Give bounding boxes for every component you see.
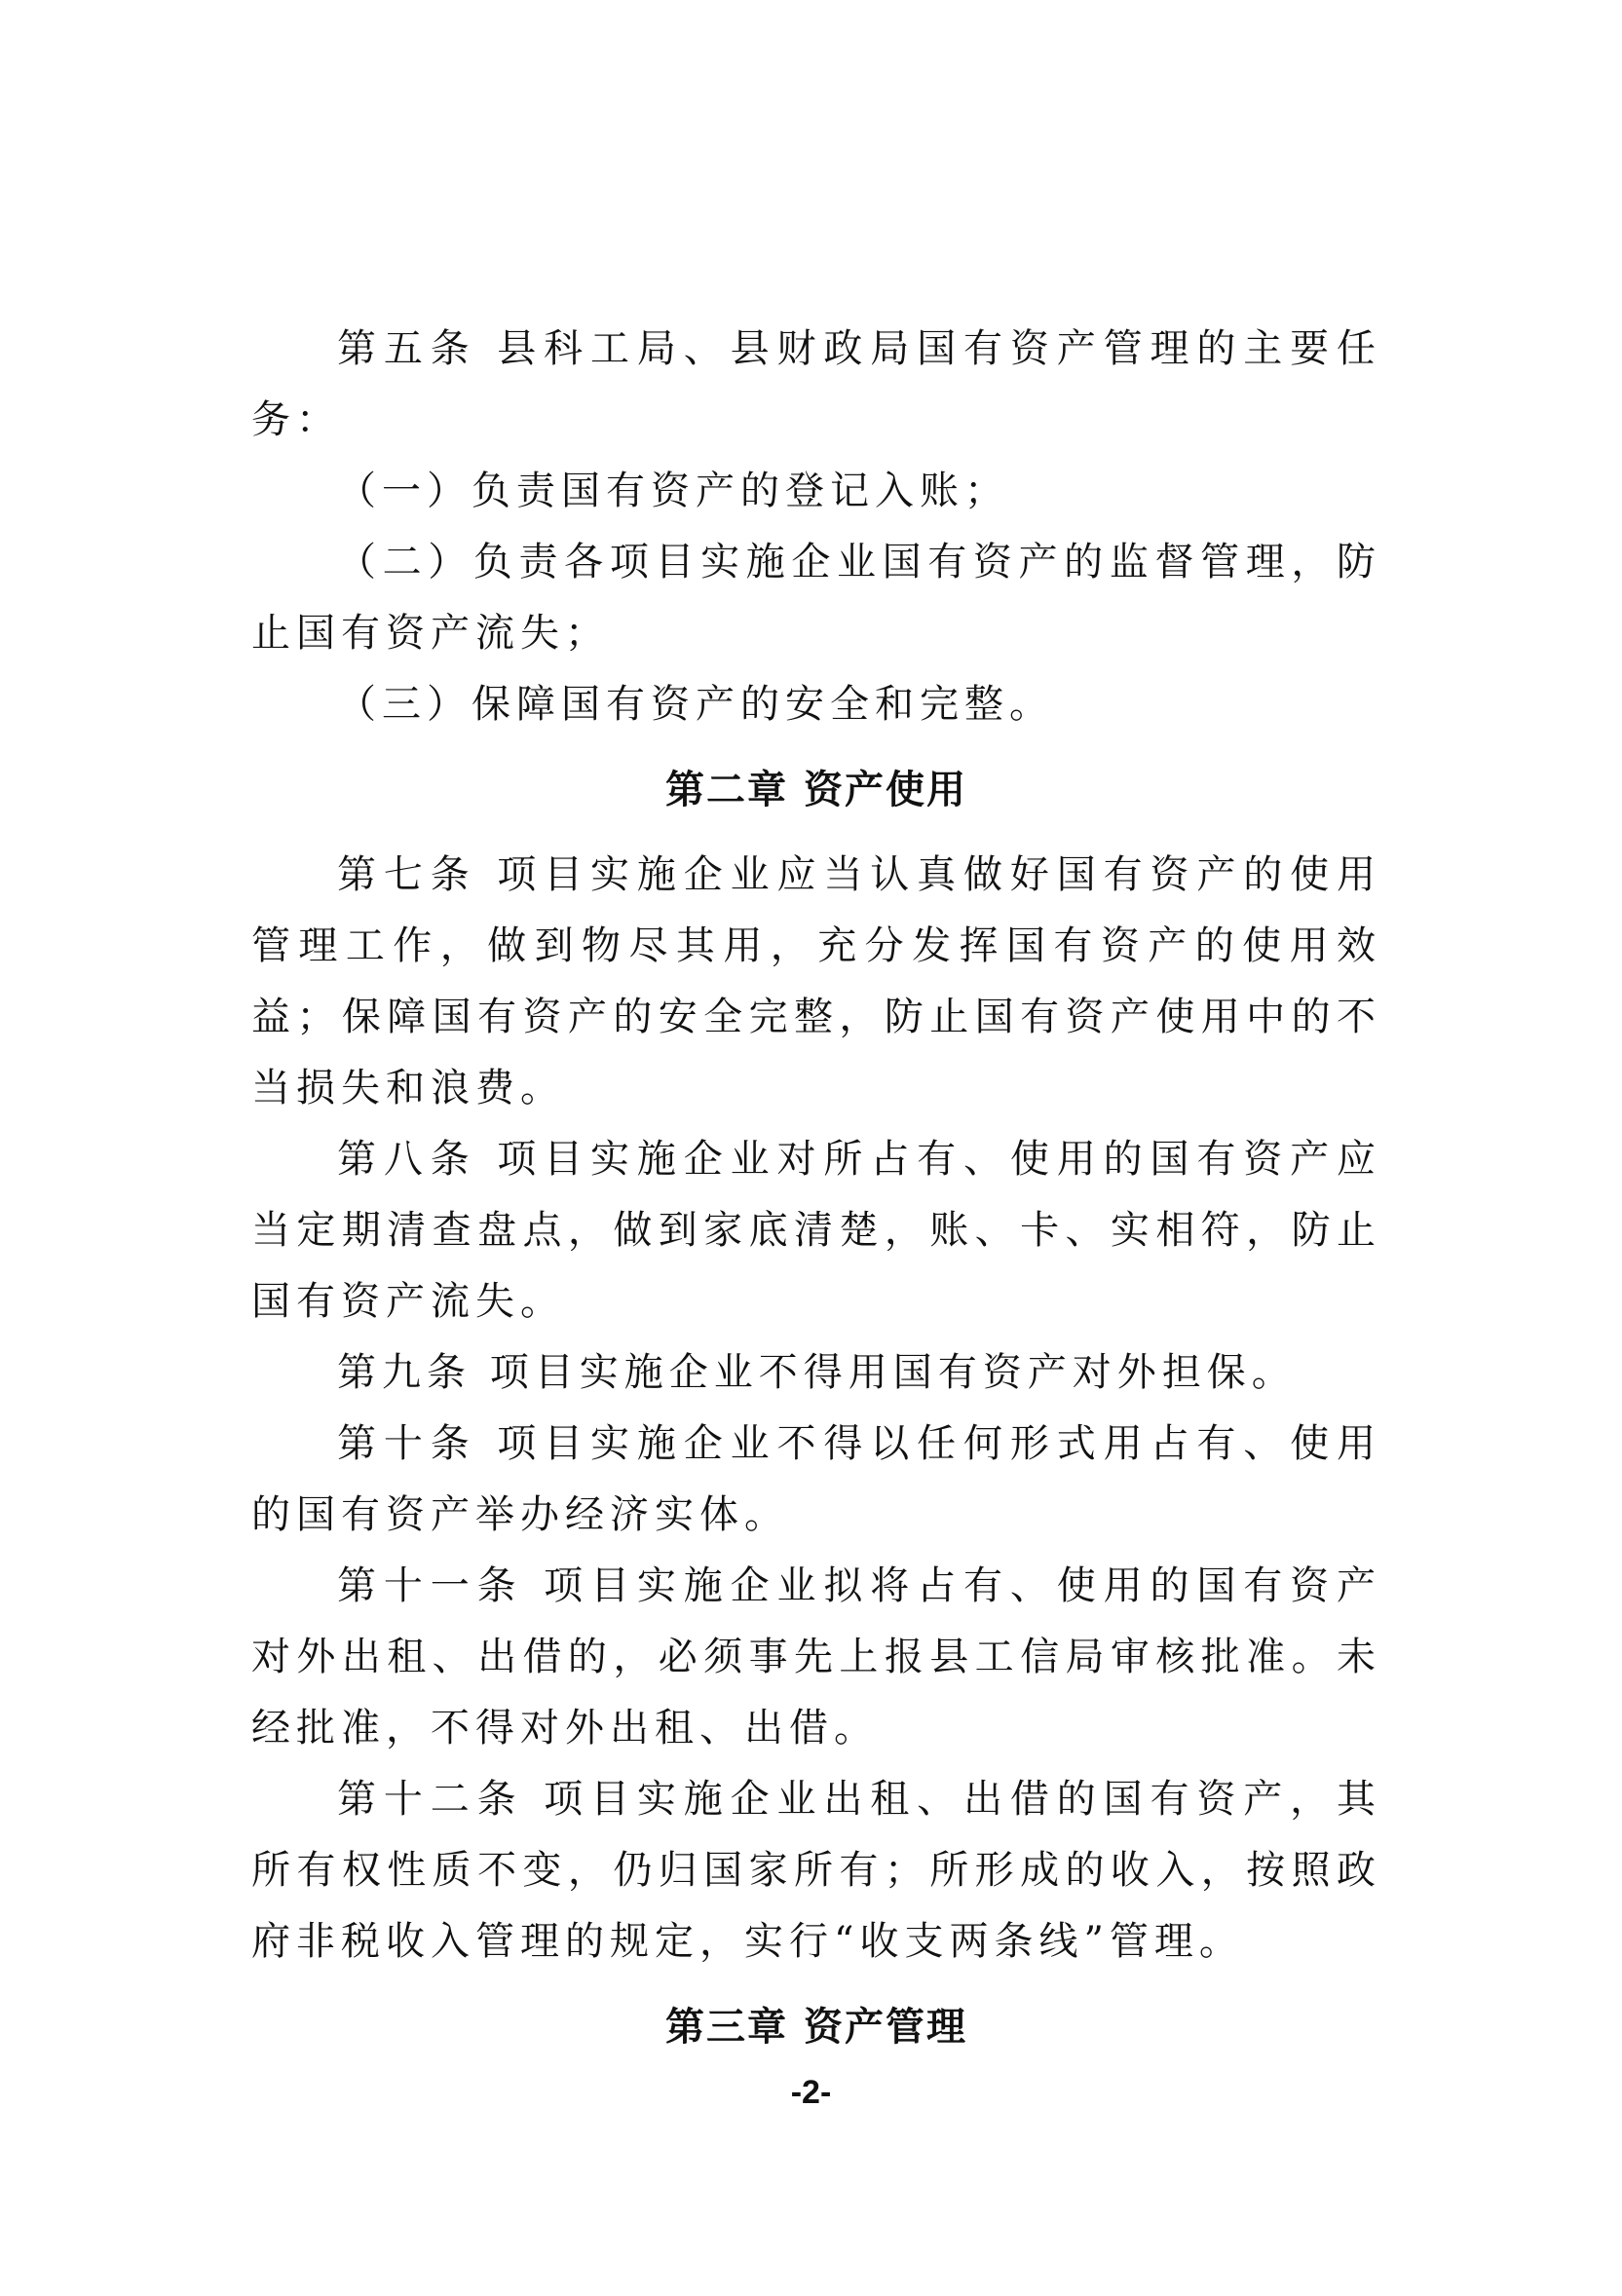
article-8: 第八条 项目实施企业对所占有、使用的国有资产应当定期清查盘点，做到家底清楚，账、卡、实相符，防止国有资产流失。 (251, 1137, 1381, 1324)
page-number: -2- (790, 2074, 832, 2111)
article-5-item-3: （三）保障国有资产的安全和完整。 (337, 682, 1054, 727)
article-11: 第十一条 项目实施企业拟将占有、使用的国有资产对外出租、出借的，必须事先上报县工信局审核批准。未经批准，不得对外出租、出借。 (251, 1563, 1381, 1750)
chapter-2-heading: 第二章 资产使用 (665, 768, 967, 812)
article-7: 第七条 项目实施企业应当认真做好国有资产的使用管理工作，做到物尽其用，充分发挥国有资产的使用效益；保障国有资产的安全完整，防止国有资产使用中的不当损失和浪费。 (251, 852, 1381, 1110)
article-9: 第九条 项目实施企业不得用国有资产对外担保。 (337, 1350, 1297, 1395)
article-12: 第十二条 项目实施企业出租、出借的国有资产，其所有权性质不变，仍归国家所有；所形成的收入，按照政府非税收入管理的规定，实行“收支两条线”管理。 (251, 1777, 1381, 1964)
article-5-item-1: （一）负责国有资产的登记入账； (337, 469, 1009, 513)
document-body (251, 314, 1381, 2077)
article-10: 第十条 项目实施企业不得以任何形式用占有、使用的国有资产举办经济实体。 (251, 1421, 1381, 1537)
chapter-3-heading: 第三章 资产管理 (665, 2005, 967, 2050)
article-5: 第五条 县科工局、县财政局国有资产管理的主要任务： (251, 326, 1381, 442)
article-5-item-2: （二）负责各项目实施企业国有资产的监督管理，防止国有资产流失； (251, 540, 1381, 656)
